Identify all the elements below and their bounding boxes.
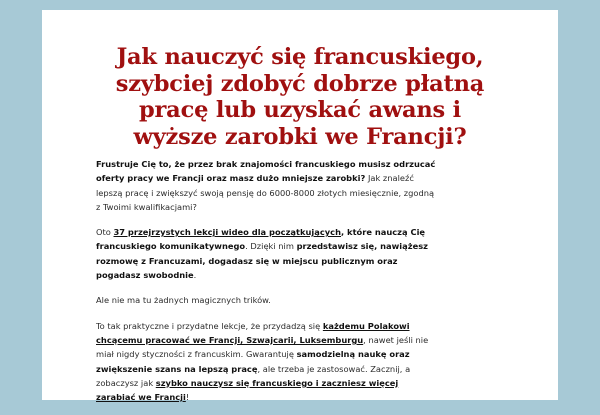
benefits-text-1: To tak praktyczne i przydatne lekcje, że przydadzą się <box>96 320 323 331</box>
body-copy <box>96 157 436 415</box>
paragraph-benefits <box>96 319 436 405</box>
paragraph-no-tricks: Ale nie ma tu żadnych magicznych trików. <box>96 295 271 306</box>
headline-line-3: pracę lub uzyskać awans i <box>139 97 461 123</box>
offer-text-1: Oto <box>96 227 114 238</box>
headline-line-2: szybciej zdobyć dobrze płatną <box>115 70 485 97</box>
lessons-link[interactable]: 37 przejrzystych lekcji wideo dla początkujących <box>113 227 342 238</box>
target-audience-link[interactable]: każdemu Polakowi chcącemu pracować we Francji, Szwajcarii, Luksemburgu <box>96 320 410 345</box>
headline-line-4: wyższe zarobki we Francji? <box>133 123 467 150</box>
benefits-text-3: , ale trzeba je zastosować. Zacznij, a zobaczysz jak <box>96 363 411 388</box>
intro-rest: Jak znaleźć lepszą pracę i zwiększyć swoją pensję do 6000-8000 złotych miesięcznie, zgodną z Twoimi kwalifikacjami? <box>96 173 435 212</box>
offer-bold-1: , które nauczą Cię francuskiego komunikatywnego <box>96 227 426 252</box>
benefits-text-2: , nawet jeśli nie miał nigdy styczności z francuskim. Gwarantuję <box>96 334 429 360</box>
benefits-text-4: ! <box>185 392 190 403</box>
learn-faster-link[interactable]: szybko nauczysz się francuskiego i zaczniesz więcej zarabiać we Francji <box>96 377 399 403</box>
headline-line-1: Jak nauczyć się francuskiego, <box>116 44 484 70</box>
benefits-bold: samodzielną naukę oraz zwiększenie szans na lepszą pracę <box>96 349 410 374</box>
paragraph-offer <box>96 225 436 282</box>
paragraph-intro <box>96 157 436 214</box>
intro-bold-question: Frustruje Cię to, że przez brak znajomości francuskiego musisz odrzucać oferty pracy we Francji oraz masz dużo mniejsze zarobki? <box>96 159 436 184</box>
page-headline <box>42 44 558 150</box>
offer-bold-2: przedstawisz się, nawiążesz rozmowę z Francuzami, dogadasz się w miejscu publicznym oraz pogadasz swobodnie <box>96 241 428 281</box>
offer-text-3: . <box>193 270 197 281</box>
offer-text-2: . Dzięki nim <box>245 241 297 252</box>
